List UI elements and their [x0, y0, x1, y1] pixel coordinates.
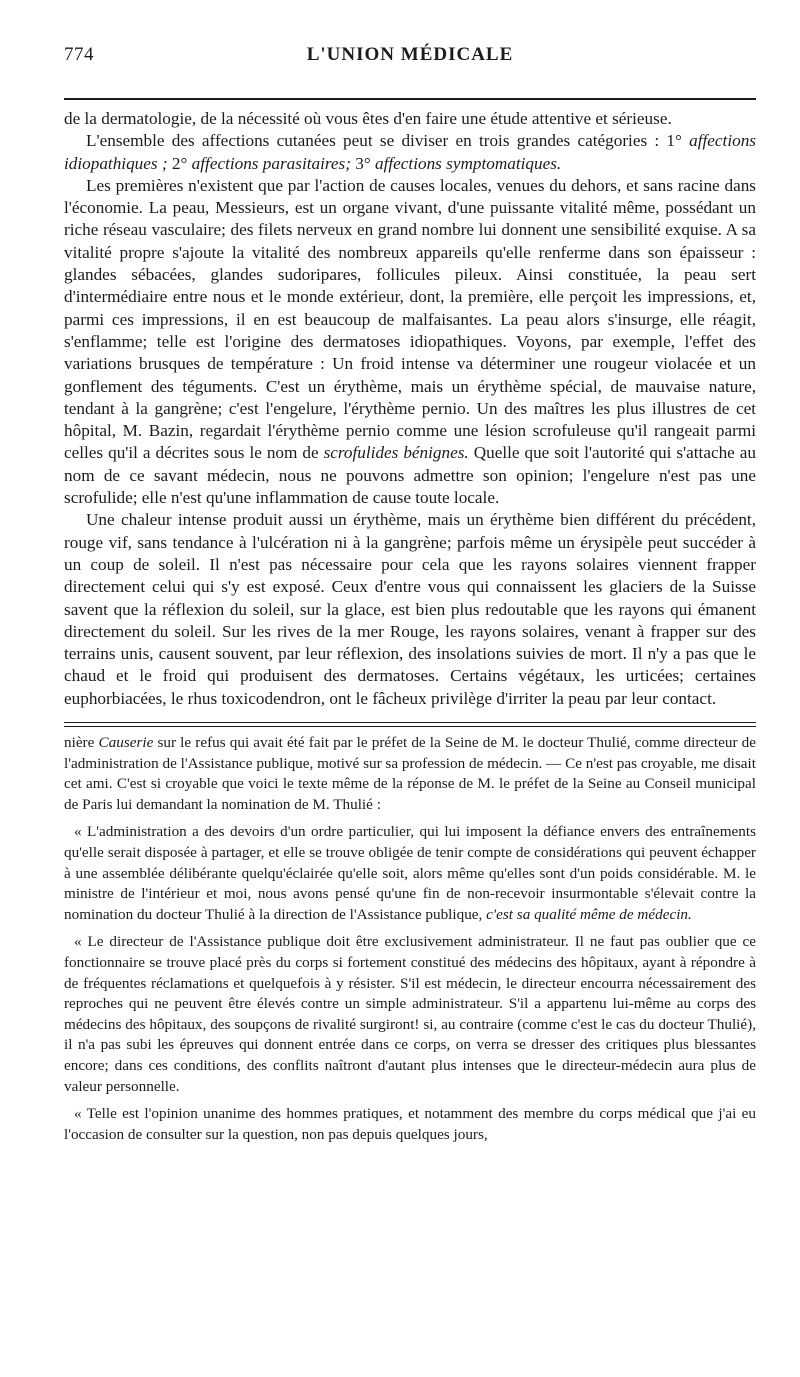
feuilleton-paragraph-1	[64, 733, 756, 815]
paragraph-3-text: Les premières n'existent que par l'action de causes locales, venues du dehors, et sans racine dans l'économie. La peau, Messieurs, est un organe vivant, d'une puissante vitalité même, possédant un riche réseau vasculaire; des filets nerveux en grand nombre lui donnent une sensibilité exquise. A sa vitalité propre s'ajoute la vitalité des nombreux appareils qu'elle renferme dans son épaisseur : glandes sébacées, glandes sudoripares, follicules pileux. Ainsi constituée, la peau sert d'intermédiaire entre nous et le monde extérieur, dont, la première, elle perçoit les impressions, et, parmi ces impressions, il en est beaucoup de malfaisantes. La peau alors s'insurge, elle réagit, s'enflamme; telle est l'origine des dermatoses idiopathiques. Voyons, par exemple, l'effet des variations brusques de température : Un froid intense va déterminer une rougeur violacée et un gonflement des téguments. C'est un érythème, mais un érythème spécial, de mauvaise nature, tendant à la gangrène; c'est l'engelure, l'érythème pernio. Un des maîtres les plus illustres de cet hôpital, M. Bazin, regardait l'érythème pernio comme une lésion scrofuleuse qu'il rangeait parmi celles qu'il a décrites sous le nom de	[64, 175, 756, 463]
main-text	[64, 108, 756, 710]
paragraph-2-text-a: L'ensemble des affections cutanées peut se diviser en trois grandes catégories : 1°	[86, 131, 690, 151]
category-parasitic: affections parasitaires;	[191, 153, 351, 173]
feuilleton-2-text: « L'administration a des devoirs d'un ordre particulier, qui lui imposent la défiance envers des entraînements qu'elle serait disposée à partager, et elle se trouve obligée de tenir compte de considérations qui peuvent échapper à une assemblée délibérante quelqu'éclairée qu'elle soit, alors même qu'elles sont d'un poids considérable. M. le ministre de l'intérieur et moi, nous avons pensé qu'une fin de non-recevoir insurmontable s'élevait contre la nomination du docteur Thulié à la direction de l'Assistance publique,	[64, 823, 756, 923]
feuilleton-paragraph-2	[64, 822, 756, 925]
causerie-term: Causerie	[98, 734, 154, 752]
running-title: L'UNION MÉDICALE	[306, 44, 514, 65]
feuilleton-4-text: « Telle est l'opinion unanime des hommes pratiques, et notamment des membre du corps médical que j'ai eu l'occasion de consulter sur la question, non pas depuis quelques jours,	[64, 1105, 756, 1143]
page-header	[64, 40, 756, 70]
qualite-medecin-phrase: c'est sa qualité même de médecin.	[486, 905, 692, 923]
paragraph-2	[64, 130, 756, 175]
paragraph-3	[64, 175, 756, 509]
scrofulides-term: scrofulides bénignes.	[323, 443, 469, 463]
feuilleton-1-text-a: nière	[64, 734, 99, 752]
feuilleton-text	[64, 733, 756, 1145]
paragraph-2-text-c: 2°	[167, 153, 192, 173]
paragraph-4-text: Une chaleur intense produit aussi un érythème, mais un érythème bien différent du précédent, rouge vif, sans tendance à l'ulcération ni à la gangrène; parfois même un érysipèle peut succéder à un coup de soleil. Il n'est pas nécessaire pour cela que les rayons solaires viennent frapper directement celui qui s'y est exposé. Ceux d'entre vous qui connaissent les glaciers de la Suisse savent que la réflexion du soleil, sur la glace, est bien plus redoutable que les rayons qui émanent directement du soleil. Sur les rives de la mer Rouge, les rayons solaires, venant à frapper sur des terrains unis, causent souvent, par leur réflexion, des insolations suivies de mort. Il n'y a pas que le chaud et le froid qui produisent des dermatoses. Certains végétaux, les urticées; certaines euphorbiacées, le rhus toxicodendron, ont le fâcheux privilège d'irriter la peau par leur contact.	[64, 510, 756, 708]
category-idiopathic: affections idiopathiques ;	[64, 131, 756, 173]
feuilleton-3-text: « Le directeur de l'Assistance publique doit être exclusivement administrateur. Il ne faut pas oublier que ce fonctionnaire se trouve placé près du corps si fortement constitué des médecins des hôpitaux, ayant à répondre à de fréquentes réclamations et quelquefois à y résister. S'il est médecin, le directeur encourra nécessairement des reproches qui ne peuvent être élevés contre un simple administrateur. S'il a appartenu lui-même au corps des médecins des hôpitaux, des soupçons de rivalité surgiront! si, au contraire (comme c'est le cas du docteur Thulié), il n'a pas subi les épreuves qui donnent entrée dans ce corps, on verra se dresser des critiques plus blessantes encore; dans ces conditions, des conflits naîtront d'autant plus intenses que le directeur-médecin aura plus de valeur personnelle.	[64, 933, 756, 1095]
paragraph-1	[64, 108, 756, 130]
feuilleton-divider	[64, 722, 756, 727]
paragraph-1-text: de la dermatologie, de la nécessité où vous êtes d'en faire une étude attentive et sérieuse.	[64, 109, 672, 128]
paragraph-4	[64, 509, 756, 710]
header-rule	[64, 98, 756, 100]
paragraph-3-text-b: Quelle que soit l'autorité qui s'attache au nom de ce savant médecin, nous ne pouvons admettre son opinion; l'engelure n'est pas une scrofulide; elle n'est qu'une inflammation de cause toute locale.	[64, 443, 757, 508]
feuilleton-paragraph-3	[64, 932, 756, 1097]
category-symptomatic: affections symptomatiques.	[375, 153, 562, 173]
page-number: 774	[64, 44, 94, 65]
feuilleton-paragraph-4	[64, 1104, 756, 1145]
paragraph-2-text-e: 3°	[350, 153, 376, 173]
feuilleton-1-text-b: sur le refus qui avait été fait par le préfet de la Seine de M. le docteur Thulié, comme directeur de l'administration de l'Assistance publique, motivé sur sa profession de médecin. — Ce n'est pas croyable, me disait cet ami. C'est si croyable que voici le texte même de la réponse de M. le préfet de la Seine au Conseil municipal de Paris lui demandant la nomination de M. Thulié :	[64, 734, 756, 813]
